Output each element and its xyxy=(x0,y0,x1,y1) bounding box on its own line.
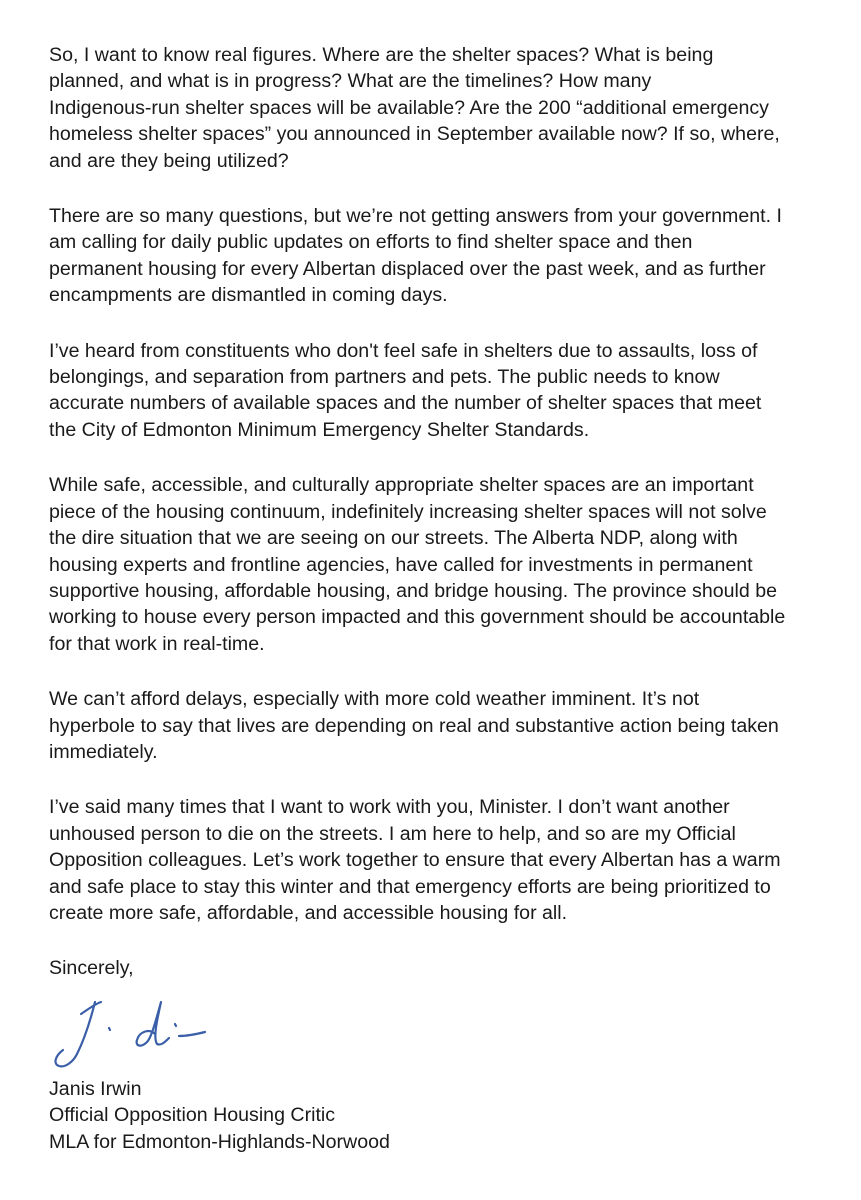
signatory-name: Janis Irwin xyxy=(49,1077,142,1100)
paragraph-daily-updates: There are so many questions, but we’re not getting answers from your government. I am calling for daily public updates on efforts to find shelter space and then permanent housing for every Albertan displaced over the past week, and as further encampments are dismantled in coming days. xyxy=(49,205,782,307)
paragraph-urgency: We can’t afford delays, especially with more cold weather imminent. It’s not hyperbole to say that lives are depending on real and substantive action being taken immediately. xyxy=(49,688,779,763)
signatory-title: Official Opposition Housing Critic xyxy=(49,1104,336,1127)
signatory-riding: MLA for Edmonton-Highlands-Norwood xyxy=(49,1130,390,1153)
handwritten-signature-icon xyxy=(51,994,211,1074)
letter-page xyxy=(49,42,849,1155)
signature-block xyxy=(49,1076,849,1155)
paragraph-cooperation: I’ve said many times that I want to work with you, Minister. I don’t want another unhoused person to die on the streets. I am here to help, and so are my Official Opposition colleagues. Let’s work together to ensure that every Albertan has a warm and safe place to stay this winter and that emergency efforts are being prioritized to create more safe, affordable, and accessible housing for all. xyxy=(49,796,781,924)
paragraph-constituents: I’ve heard from constituents who don't feel safe in shelters due to assaults, loss of belongings, and separation from partners and pets. The public needs to know accurate numbers of available spaces and the number of shelter spaces that meet the City of Edmonton Minimum Emergency Shelter Standards. xyxy=(49,339,762,441)
paragraph-questions: So, I want to know real figures. Where are the shelter spaces? What is being planned, and what is in progress? What are the timelines? How many Indigenous-run shelter spaces will be available? Are the 200 “additional emergency homeless shelter spaces” you announced in September available now? If so, where, and are they being utilized? xyxy=(49,44,780,172)
paragraph-housing-continuum: While safe, accessible, and culturally appropriate shelter spaces are an important piece of the housing continuum, indefinitely increasing shelter spaces will not solve the dire situation that we are seeing on our streets. The Alberta NDP, along with housing experts and frontline agencies, have called for investments in permanent supportive housing, affordable housing, and bridge housing. The province should be working to house every person impacted and this government should be accountable for that work in real-time. xyxy=(49,474,786,655)
closing-salutation: Sincerely, xyxy=(49,957,134,980)
